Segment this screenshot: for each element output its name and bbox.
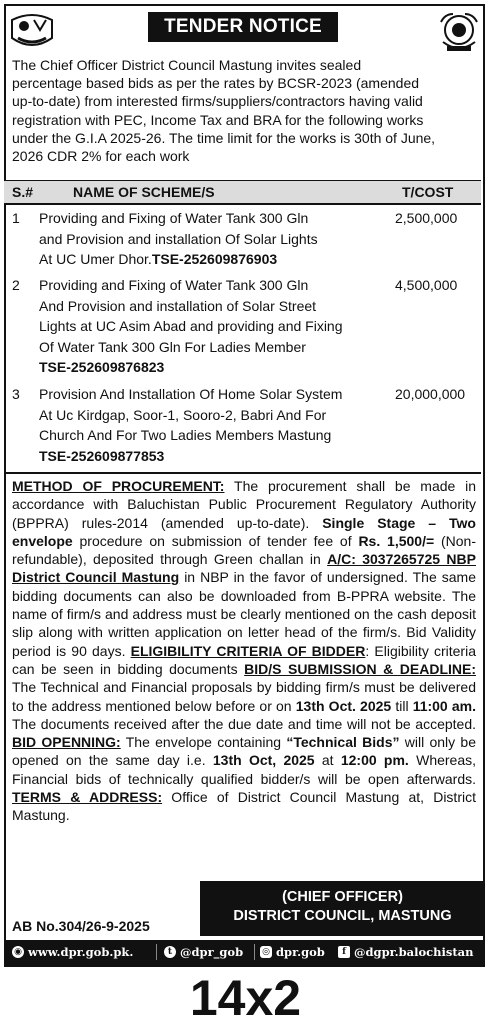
submission-date: 13th Oct. 2025 bbox=[295, 697, 392, 714]
instagram-icon: ◎ bbox=[260, 946, 272, 958]
opening-text: at bbox=[314, 752, 341, 769]
header-name: NAME OF SCHEME/S bbox=[73, 184, 215, 200]
intro-paragraph bbox=[12, 56, 476, 165]
row-sn: 1 bbox=[12, 210, 20, 226]
row-desc-line: Providing and Fixing of Water Tank 300 Gln bbox=[39, 277, 309, 293]
twitter-icon: t bbox=[164, 946, 176, 958]
notice-title: TENDER NOTICE bbox=[148, 12, 338, 42]
intro-line: under the G.I.A 2025-26. The time limit for the works is 30th of June, bbox=[12, 129, 436, 146]
footer-separator bbox=[156, 944, 157, 960]
eligibility-heading: ELIGIBILITY CRITERIA OF BIDDER bbox=[130, 642, 366, 659]
terms-text: Office of District Council Mastung at, District Mastung. bbox=[12, 789, 476, 824]
row-tse: TSE-252609877853 bbox=[39, 447, 165, 464]
ad-size-label: 14x2 bbox=[189, 970, 302, 1026]
footer-instagram[interactable] bbox=[260, 945, 325, 959]
twitter-text: @dpr_gob bbox=[180, 945, 244, 959]
row-sn: 2 bbox=[12, 277, 20, 293]
procurement-paragraph bbox=[12, 477, 476, 825]
globe-icon: ◉ bbox=[12, 946, 24, 958]
row-cost: 4,500,000 bbox=[395, 277, 458, 293]
facebook-icon: f bbox=[338, 946, 350, 958]
divider bbox=[4, 203, 481, 205]
footer-twitter[interactable] bbox=[164, 945, 243, 959]
terms-heading: TERMS & ADDRESS: bbox=[12, 789, 163, 806]
signature-block bbox=[200, 881, 485, 936]
row-desc-line: Lights at UC Asim Abad and providing and Fixing bbox=[39, 318, 343, 334]
submission-time: 11:00 am. bbox=[412, 697, 476, 714]
method-text: in NBP in the favor of undersigned. The same bidding documents can also be downloaded from B-PPRA website. The name of firm/s and address must be clearly mentioned on the cash deposit slip along with written application on letter head of the firm/s. Bid Validity period is 90 days. bbox=[12, 569, 476, 659]
opening-date: 13th Oct, 2025 bbox=[212, 752, 315, 769]
footer-website[interactable] bbox=[12, 945, 133, 959]
submission-text: till bbox=[391, 697, 413, 714]
ab-number: AB No.304/26-9-2025 bbox=[12, 918, 150, 934]
tender-fee: Rs. 1,500/= bbox=[358, 532, 435, 549]
divider bbox=[4, 472, 481, 474]
row-desc-line: And Provision and installation of Solar Street bbox=[39, 297, 317, 314]
opening-text: will only be opened on the same day i.e. bbox=[12, 734, 476, 769]
intro-line: up-to-date) from interested firms/suppliers/contractors having valid bbox=[12, 93, 423, 110]
row-desc-line: Of Water Tank 300 Gln For Ladies Member bbox=[39, 338, 306, 355]
eligibility-text: : Eligibility criteria can be seen in bidding documents bbox=[12, 642, 476, 677]
opening-heading: BID OPENNING: bbox=[12, 734, 121, 751]
opening-text: The envelope containing bbox=[120, 734, 287, 751]
row-cost: 2,500,000 bbox=[395, 210, 458, 226]
signature-office: DISTRICT COUNCIL, MASTUNG bbox=[233, 908, 452, 924]
government-seal-icon bbox=[435, 8, 483, 54]
row-desc-line: At UC Umer Dhor. bbox=[39, 251, 152, 267]
website-text: www.dpr.gob.pk. bbox=[28, 945, 134, 959]
row-desc-line: Church And For Two Ladies Members Mastung bbox=[39, 427, 332, 443]
header-sn: S.# bbox=[12, 184, 34, 200]
method-text: procedure on submission of tender fee of bbox=[72, 532, 359, 549]
method-text: The procurement shall be made in accordance with Baluchistan Public Procurement Regulatory Authority (BPPRA) rules-2014 (amended up-to-date). bbox=[12, 478, 476, 531]
intro-line: 2026 CDR 2% for each work bbox=[12, 148, 190, 165]
method-heading: METHOD OF PROCUREMENT: bbox=[12, 478, 225, 494]
row-tse: TSE-252609876903 bbox=[151, 251, 278, 267]
account-number: A/C: 3037265725 NBP District Council Mastung bbox=[12, 551, 476, 586]
row-cost: 20,000,000 bbox=[395, 386, 466, 402]
submission-text: The Technical and Financial proposals by bidding firm/s must be delivered to the address mentioned below before or on bbox=[12, 679, 476, 714]
row-desc-line: and Provision and installation Of Solar Lights bbox=[39, 230, 318, 247]
intro-line: percentage based bids as per the rates by BCSR-2023 (amended bbox=[12, 75, 420, 92]
instagram-text: dpr.gob bbox=[276, 945, 325, 959]
footer-bar bbox=[4, 940, 485, 965]
row-tse: TSE-252609876823 bbox=[39, 359, 165, 375]
technical-bids: “Technical Bids” bbox=[286, 734, 400, 751]
submission-text: The documents received after the due date and time will not be accepted. bbox=[12, 715, 476, 732]
opening-time: 12:00 pm. bbox=[340, 752, 409, 769]
submission-heading: BID/S SUBMISSION & DEADLINE: bbox=[244, 660, 477, 677]
facebook-text: @dgpr.balochistan bbox=[354, 945, 474, 959]
single-stage: Single Stage – Two envelope bbox=[12, 514, 476, 549]
district-logo-icon bbox=[8, 8, 56, 54]
row-desc-line: Provision And Installation Of Home Solar System bbox=[39, 386, 343, 402]
row-desc-line: At Uc Kirdgap, Soor-1, Sooro-2, Babri And For bbox=[39, 406, 327, 423]
table-header bbox=[4, 181, 481, 203]
header-cost: T/COST bbox=[402, 184, 454, 200]
intro-line: The Chief Officer District Council Mastung invites sealed bbox=[12, 57, 362, 73]
opening-text: Whereas, Financial bids of technically qualified bidder/s will be open afterwards. bbox=[12, 752, 477, 787]
method-text: (Non-refundable), deposited through Green challan in bbox=[12, 532, 476, 568]
signature-title: (CHIEF OFFICER) bbox=[282, 889, 403, 905]
footer-facebook[interactable] bbox=[338, 945, 474, 959]
footer-separator bbox=[254, 944, 255, 960]
row-desc-line: Providing and Fixing of Water Tank 300 Gln bbox=[39, 210, 309, 226]
row-sn: 3 bbox=[12, 386, 20, 402]
intro-line: registration with PEC, Income Tax and BRA for the following works bbox=[12, 111, 424, 128]
